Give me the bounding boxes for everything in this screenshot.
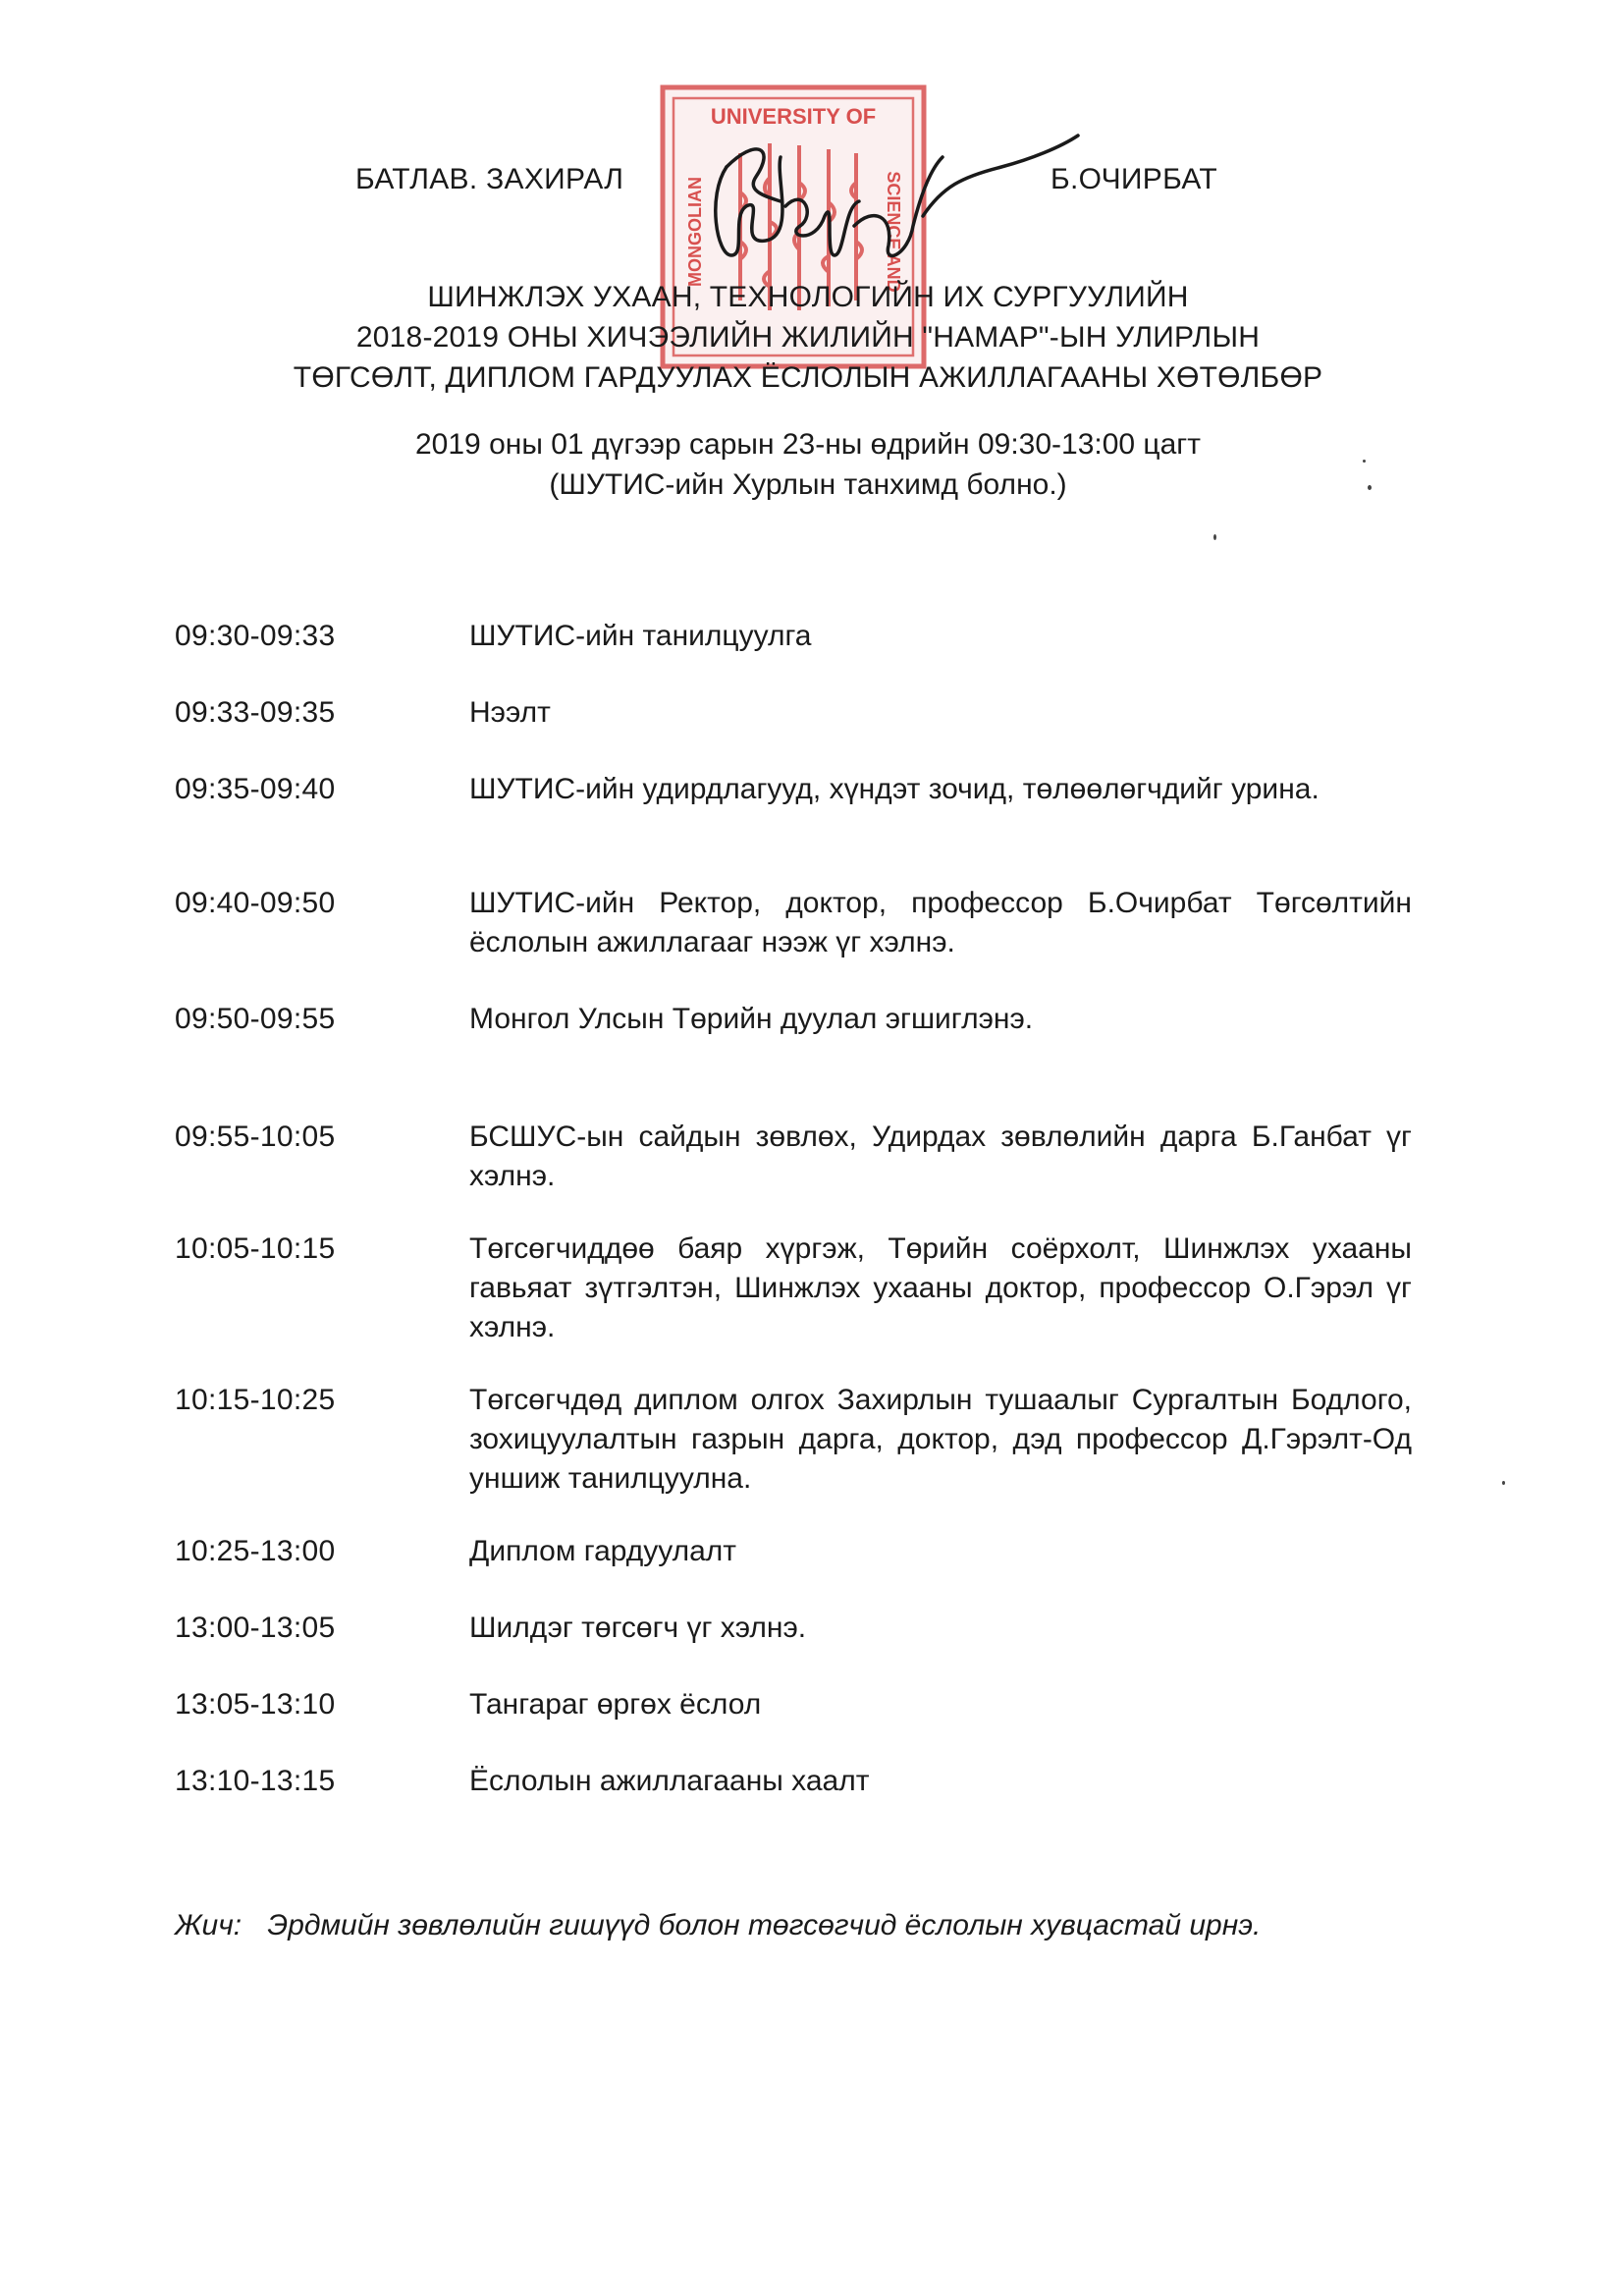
title-line-3: ТӨГСӨЛТ, ДИПЛОМ ГАРДУУЛАХ ЁСЛОЛЫН АЖИЛЛАГААНЫ ХӨТӨЛБӨР — [293, 361, 1323, 394]
schedule-time: 13:00-13:05 — [175, 1612, 336, 1644]
scan-speck — [1363, 460, 1366, 463]
schedule-text: Монгол Улсын Төрийн дуулал эгшиглэнэ. — [469, 1003, 1034, 1035]
schedule-text: Төгсөгчиддөө баяр хүргэж, Төрийн соёрхолт, Шинжлэх ухааны гавьяат зүтгэлтэн, Шинжлэх ухааны доктор, профессор О.Гэрэл үг хэлнэ. — [469, 1232, 1412, 1343]
event-date: 2019 оны 01 дүгээр сарын 23-ны өдрийн 09:30-13:00 цагт — [415, 428, 1201, 461]
svg-text:UNIVERSITY OF: UNIVERSITY OF — [710, 104, 877, 129]
approval-label: БАТЛАВ. ЗАХИРАЛ — [355, 163, 624, 195]
schedule-time: 09:55-10:05 — [175, 1121, 336, 1153]
schedule-text: Шилдэг төгсөгч үг хэлнэ. — [469, 1612, 807, 1644]
document-title — [0, 277, 1616, 398]
schedule-text: ШУТИС-ийн танилцуулга — [469, 620, 812, 652]
schedule-time: 09:40-09:50 — [175, 887, 336, 919]
schedule-text: Ёслолын ажиллагааны хаалт — [469, 1765, 870, 1797]
schedule-text: Диплом гардуулалт — [469, 1535, 737, 1567]
footnote — [175, 1909, 1261, 1942]
note-label: Жич: — [175, 1909, 242, 1941]
schedule-time: 09:33-09:35 — [175, 696, 336, 729]
event-location: (ШУТИС-ийн Хурлын танхимд болно.) — [549, 468, 1067, 501]
schedule-text: ШУТИС-ийн удирдлагууд, хүндэт зочид, төлөөлөгчдийг урина. — [469, 773, 1320, 805]
schedule-time: 10:25-13:00 — [175, 1535, 336, 1567]
schedule-time: 13:10-13:15 — [175, 1765, 336, 1797]
svg-text:SCIENCE AND: SCIENCE AND — [884, 171, 903, 293]
scan-speck — [1502, 1481, 1505, 1485]
schedule-time: 09:50-09:55 — [175, 1003, 336, 1035]
title-line-2: 2018-2019 ОНЫ ХИЧЭЭЛИЙН ЖИЛИЙН "НАМАР"-ЫН УЛИРЛЫН — [355, 321, 1261, 354]
event-date-location — [0, 424, 1616, 505]
svg-text:MONGOLIAN: MONGOLIAN — [685, 177, 705, 287]
schedule-time: 13:05-13:10 — [175, 1688, 336, 1721]
note-text: Эрдмийн зөвлөлийн гишүүд болон төгсөгчид ёслолын хувцастай ирнэ. — [267, 1909, 1262, 1941]
schedule-text: Төгсөгчдөд диплом олгох Захирлын тушаалыг Сургалтын Бодлого, зохицуулалтын газрын дарга, доктор, дэд профессор Д.Гэрэлт-Од уншиж танилцуулна. — [469, 1384, 1412, 1495]
schedule-text: Тангараг өргөх ёслол — [469, 1688, 762, 1721]
schedule-time: 09:35-09:40 — [175, 773, 336, 805]
schedule-text: ШУТИС-ийн Ректор, доктор, профессор Б.Очирбат Төгсөлтийн ёслолын ажиллагааг нээж үг хэлнэ. — [469, 887, 1412, 958]
schedule-time: 10:05-10:15 — [175, 1232, 336, 1265]
scan-speck — [1213, 534, 1216, 540]
schedule-text: БСШУС-ын сайдын зөвлөх, Удирдах зөвлөлийн дарга Б.Ганбат үг хэлнэ. — [469, 1121, 1412, 1192]
schedule-text: Нээлт — [469, 696, 551, 729]
approver-name: Б.ОЧИРБАТ — [1050, 163, 1217, 195]
director-signature — [687, 108, 1080, 275]
scan-speck — [1368, 485, 1372, 490]
schedule-time: 09:30-09:33 — [175, 620, 336, 652]
schedule-time: 10:15-10:25 — [175, 1384, 336, 1416]
title-line-1: ШИНЖЛЭХ УХААН, ТЕХНОЛОГИЙН ИХ СУРГУУЛИЙН — [427, 281, 1189, 313]
